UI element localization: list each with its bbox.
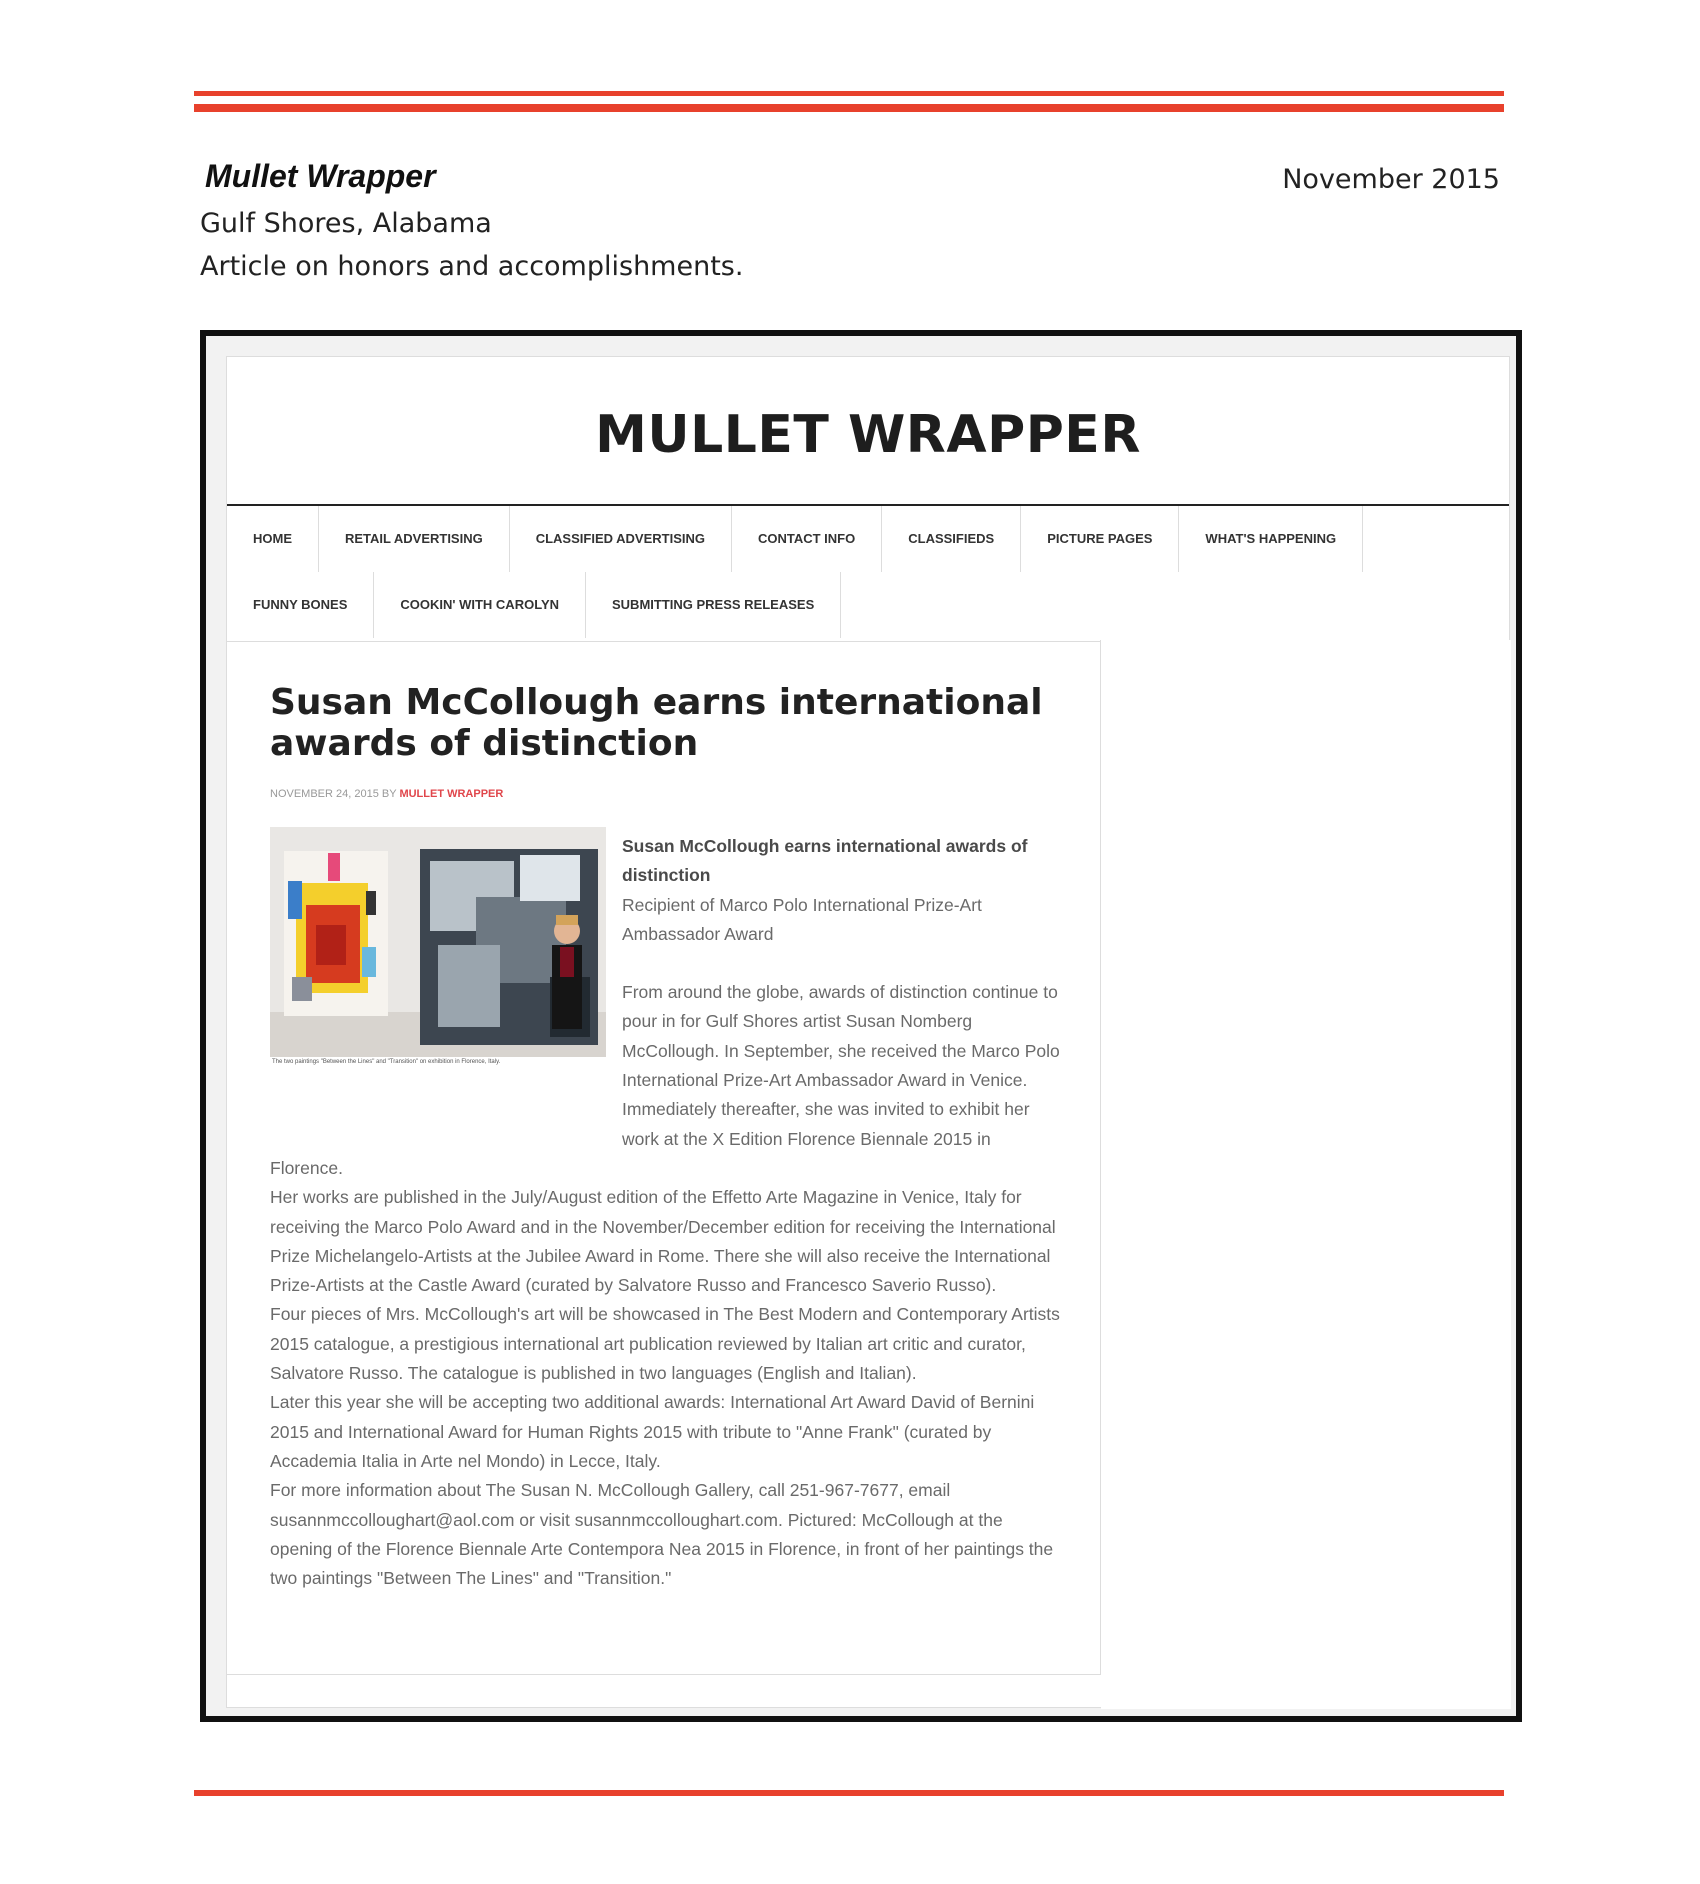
top-red-rule <box>194 91 1504 96</box>
nav-submitting-press-releases[interactable]: SUBMITTING PRESS RELEASES <box>586 572 841 638</box>
article-paragraph-1: From around the globe, awards of distinction continue to pour in for Gulf Shores artist Susan Nomberg McCollough. In September, she received the Marco Polo International Prize-Art Ambassador Award in Venice. Immediately thereafter, she was invited to exhibit her work at the X Edition Florence Biennale 2015 in Florence. <box>270 982 1060 1178</box>
site-title[interactable]: MULLET WRAPPER <box>595 405 1141 465</box>
top-red-rule-thick <box>194 104 1504 112</box>
nav-contact-info[interactable]: CONTACT INFO <box>732 506 882 572</box>
article-paragraph-3: Four pieces of Mrs. McCollough's art will be showcased in The Best Modern and Contemporary Artists 2015 catalogue, a prestigious international art publication reviewed by Italian art critic and curator, Salvatore Russo. The catalogue is published in two languages (English and Italian). <box>270 1304 1060 1384</box>
main-navigation <box>227 504 1509 642</box>
nav-cookin-with-carolyn[interactable]: COOKIN' WITH CAROLYN <box>374 572 586 638</box>
nav-retail-advertising[interactable]: RETAIL ADVERTISING <box>319 506 510 572</box>
nav-row-1 <box>227 506 1363 572</box>
sidebar <box>1101 640 1511 1709</box>
nav-row-2 <box>227 572 841 638</box>
article-title[interactable]: Susan McCollough earns international awards of distinction <box>270 682 1043 764</box>
article-body <box>270 832 1065 1593</box>
lead-headline: Susan McCollough earns international awards of distinction <box>622 836 1028 886</box>
article-paragraph-4: Later this year she will be accepting two additional awards: International Art Award David of Bernini 2015 and International Award for Human Rights 2015 with tribute to "Anne Frank" (curated by Accademia Italia in Arte nel Mondo) in Lecce, Italy. <box>270 1392 1035 1471</box>
lead-subhead: Recipient of Marco Polo International Prize-Art Ambassador Award <box>622 894 982 944</box>
article-meta <box>270 788 503 800</box>
nav-whats-happening[interactable]: WHAT'S HAPPENING <box>1179 506 1363 572</box>
nav-funny-bones[interactable]: FUNNY BONES <box>227 572 374 638</box>
nav-classifieds[interactable]: CLASSIFIEDS <box>882 506 1021 572</box>
nav-picture-pages[interactable]: PICTURE PAGES <box>1021 506 1179 572</box>
article-content <box>227 640 1101 1675</box>
document-date: November 2015 <box>1282 164 1500 195</box>
article-author-link[interactable]: MULLET WRAPPER <box>399 788 504 800</box>
website-page <box>226 356 1510 1708</box>
article-paragraph-2: Her works are published in the July/August edition of the Effetto Arte Magazine in Venice, Italy for receiving the Marco Polo Award and in the November/December edition for receiving the International Prize Michelangelo-Artists at the Jubilee Award in Rome. There she will also receive the International Prize-Artists at the Castle Award (curated by Salvatore Russo and Francesco Saverio Russo). <box>270 1187 1056 1296</box>
publication-location: Gulf Shores, Alabama <box>200 208 492 239</box>
image-caption: The two paintings "Between the Lines" and "Transition" on exhibition in Florence, Italy. <box>272 1059 501 1065</box>
website-screenshot-frame <box>200 330 1522 1722</box>
article-date: NOVEMBER 24, 2015 BY <box>270 788 397 800</box>
nav-home[interactable]: HOME <box>227 506 319 572</box>
publication-name: Mullet Wrapper <box>205 158 436 194</box>
nav-classified-advertising[interactable]: CLASSIFIED ADVERTISING <box>510 506 732 572</box>
bottom-red-rule <box>194 1790 1504 1796</box>
document-description: Article on honors and accomplishments. <box>200 251 744 282</box>
article-paragraph-5: For more information about The Susan N. McCollough Gallery, call 251-967-7677, email susannmccolloughart@aol.com or visit susannmccolloughart.com. Pictured: McCollough at the opening of the Florence Biennale Arte Contempora Nea 2015 in Florence, in front of her paintings the two paintings "Between The Lines" and "Transition." <box>270 1480 1054 1589</box>
